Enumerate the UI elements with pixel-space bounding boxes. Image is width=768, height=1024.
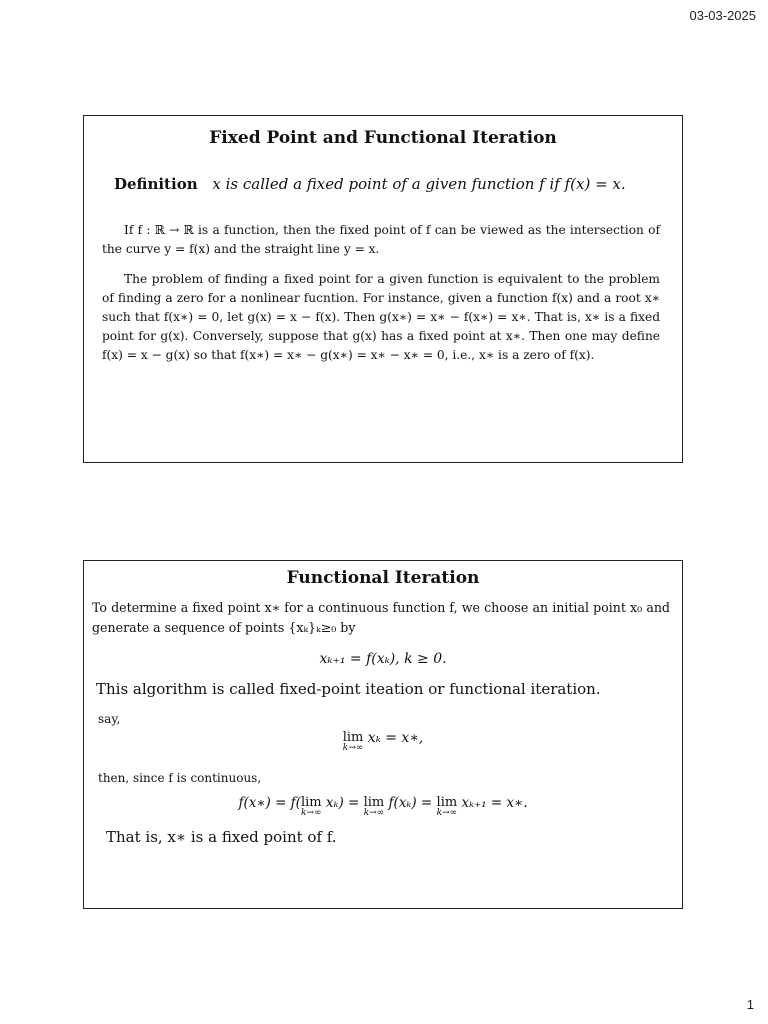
eq2-part-a: f(x∗) = f( (238, 795, 301, 811)
limit-subscript: k→∞ (436, 808, 458, 818)
eq2-part-c: f(xₖ) = (384, 795, 437, 811)
paragraph-intersection: If f : ℝ → ℝ is a function, then the fixed point of f can be viewed as the intersection of the curve y = f(x) and the straight line y = x. (102, 223, 660, 256)
definition-label: Definition (114, 175, 198, 193)
limit-rest: xₖ = x∗, (363, 730, 424, 746)
iteration-equation: xₖ₊₁ = f(xₖ), k ≥ 0. (319, 651, 447, 667)
limit-operator (437, 795, 458, 818)
slide-title: Functional Iteration (286, 568, 480, 588)
limit-operator (364, 795, 385, 818)
limit-op-text: lim (300, 795, 322, 810)
continuity-equation (84, 795, 682, 818)
limit-equation (84, 730, 682, 753)
limit-subscript: k→∞ (301, 808, 322, 818)
say-text: say, (98, 712, 121, 726)
limit-operator (301, 795, 322, 818)
algorithm-sentence: This algorithm is called fixed-point iteation or functional iteration. (96, 680, 601, 698)
eq2-part-b: xₖ) = (321, 795, 364, 811)
limit-subscript: k→∞ (363, 808, 385, 818)
slide-fixed-point (83, 115, 683, 463)
limit-op-text: lim (436, 795, 458, 810)
eq2-part-d: xₖ₊₁ = x∗. (457, 795, 528, 811)
date-header: 03-03-2025 (689, 8, 756, 23)
definition-text: x is called a fixed point of a given function f if f(x) = x. (212, 175, 626, 193)
limit-operator (343, 730, 364, 753)
limit-subscript: k→∞ (342, 743, 364, 753)
page-number: 1 (746, 997, 754, 1012)
slide-functional-iteration (83, 560, 683, 909)
paragraph-equivalence: The problem of finding a fixed point for a given function is equivalent to the problem of finding a zero for a nonlinear fucntion. For instance, given a function f(x) and a root x∗ such that f(x∗) = 0, let g(x) = x − f(x). Then g(x∗) = x∗ − f(x∗) = x∗. That is, x∗ is a fixed point for g(x). Conversely, suppose that g(x) has a fixed point at x∗. Then one may define f(x) = x − g(x) so that f(x∗) = x∗ − g(x∗) = x∗ − x∗ = 0, i.e., x∗ is a zero of f(x). (102, 272, 660, 362)
definition (114, 175, 682, 193)
limit-op-text: lim (363, 795, 385, 810)
continuity-text: then, since f is continuous, (98, 771, 262, 785)
intro-paragraph: To determine a fixed point x∗ for a continuous function f, we choose an initial point x₀ and generate a sequence of points {xₖ}ₖ≥₀ by (92, 600, 670, 635)
slide-title: Fixed Point and Functional Iteration (209, 128, 557, 148)
limit-op-text: lim (342, 730, 364, 745)
final-sentence: That is, x∗ is a fixed point of f. (106, 828, 337, 846)
